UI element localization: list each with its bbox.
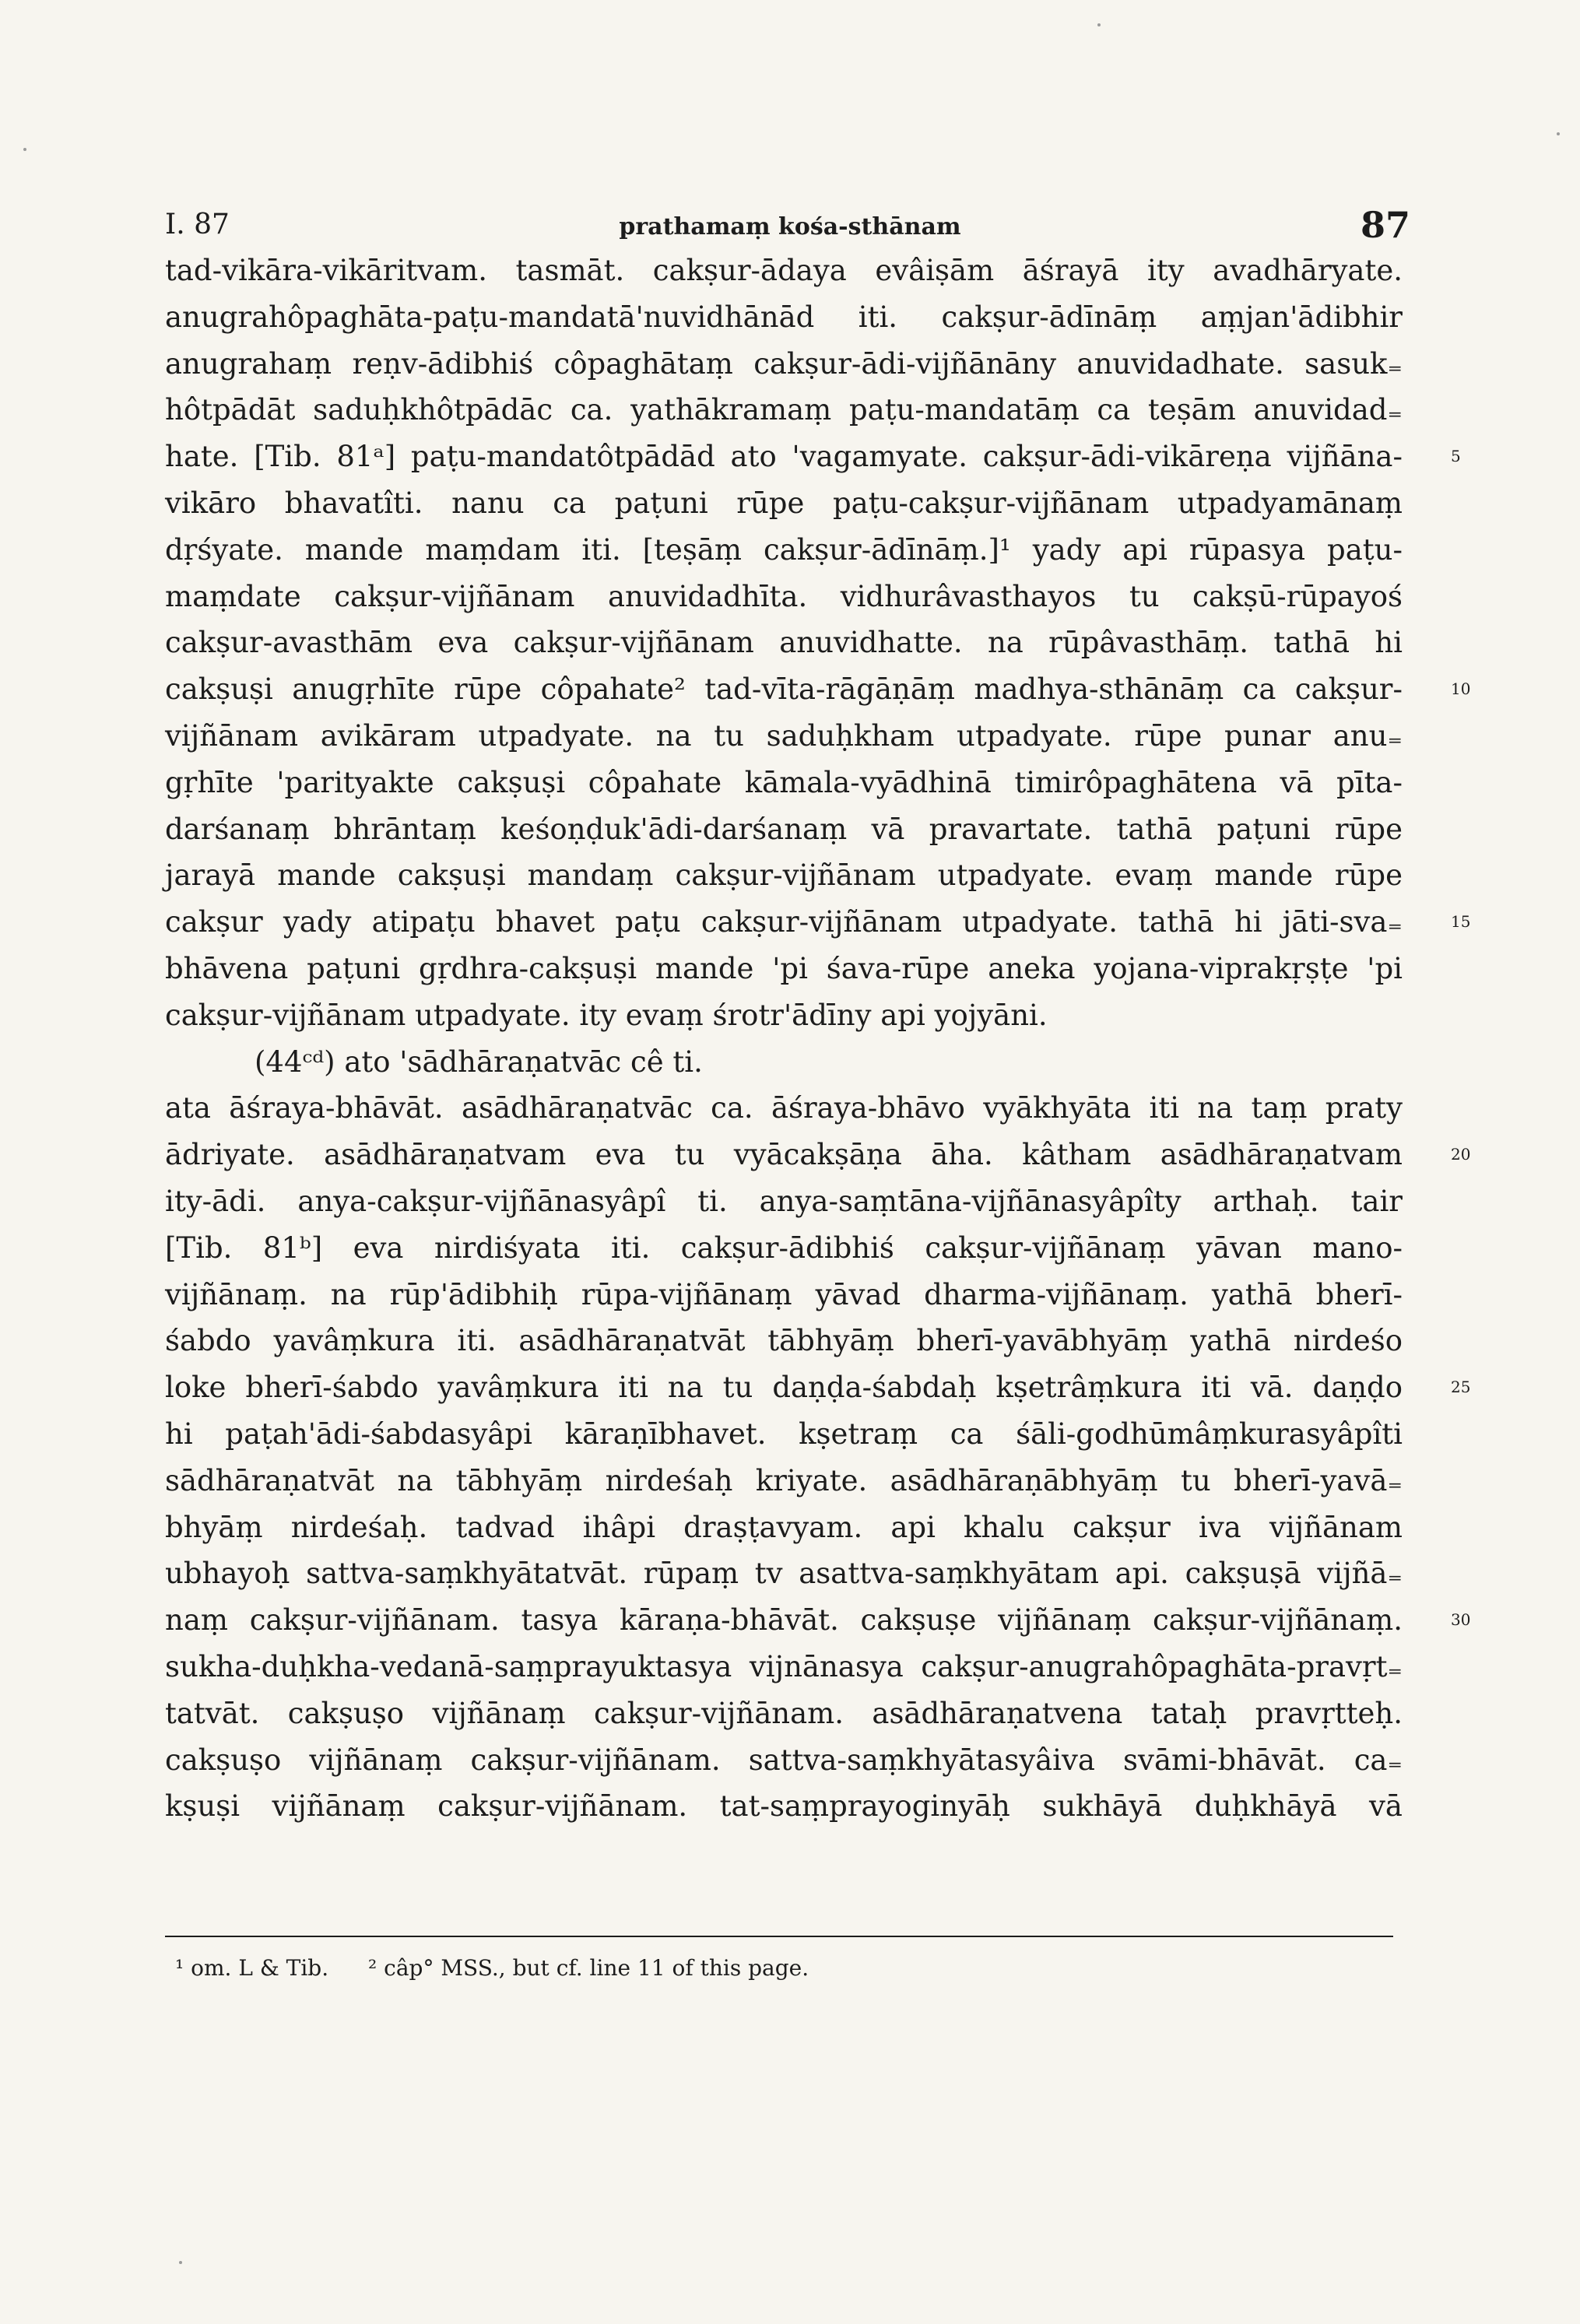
line-text: maṃdate cakṣur-vijñānam anuvidadhīta. vidhurâvasthayos tu cakṣū-rūpayoś	[165, 579, 1403, 613]
line-text: ubhayoḥ sattva-saṃkhyātatvāt. rūpaṃ tv asattva-saṃkhyātam api. cakṣuṣā vijñā₌	[165, 1557, 1403, 1591]
line-text: ata āśraya-bhāvāt. asādhāraṇatvāc ca. āśraya-bhāvo vyākhyāta iti na taṃ praty	[165, 1091, 1403, 1125]
text-line	[165, 341, 1403, 388]
text-line	[165, 666, 1471, 713]
line-number: 20	[1451, 1145, 1471, 1164]
line-text: hôtpādāt saduḥkhôtpādāc ca. yathākramaṃ paṭu-mandatāṃ ca teṣām anuvidad₌	[165, 393, 1403, 427]
line-text: sukha-duḥkha-vedanā-saṃprayuktasya vijnānasya cakṣur-anugrahôpaghāta-pravṛt₌	[165, 1649, 1403, 1683]
text-line	[165, 1411, 1403, 1458]
scan-speck	[1097, 23, 1101, 26]
line-text: vijñānaṃ. na rūp'ādibhiḥ rūpa-vijñānaṃ yāvad dharma-vijñānaṃ. yathā bherī-	[165, 1277, 1403, 1311]
text-line	[165, 1504, 1403, 1551]
text-line	[165, 527, 1403, 574]
text-line	[165, 1364, 1471, 1411]
text-line	[165, 620, 1403, 666]
text-line	[165, 1132, 1471, 1178]
line-text: anugrahôpaghāta-paṭu-mandatā'nuvidhānād iti. cakṣur-ādīnāṃ aṃjan'ādibhir	[165, 300, 1403, 334]
text-line	[165, 294, 1403, 341]
text-line	[165, 1550, 1403, 1597]
footnote-2: ² câp° MSS., but cf. line 11 of this page.	[368, 1955, 809, 1981]
line-text: vijñānam avikāram utpadyate. na tu saduḥkham utpadyate. rūpe punar anu₌	[165, 718, 1403, 753]
line-text: tatvāt. cakṣuṣo vijñānaṃ cakṣur-vijñānam. asādhāraṇatvena tataḥ pravṛtteḥ.	[165, 1696, 1403, 1730]
text-line	[165, 1178, 1403, 1225]
footnote-divider	[165, 1936, 1393, 1937]
text-line	[165, 247, 1403, 294]
text-line	[165, 1644, 1403, 1690]
text-line	[165, 1272, 1403, 1318]
text-line	[165, 480, 1403, 527]
text-line	[165, 1597, 1471, 1644]
line-text: hi paṭah'ādi-śabdasyâpi kāraṇībhavet. kṣetraṃ ca śāli-godhūmâṃkurasyâpîti	[165, 1417, 1403, 1451]
line-number: 5	[1451, 447, 1461, 466]
line-text: (44ᶜᵈ) ato 'sādhāraṇatvāc cê ti.	[255, 1044, 703, 1079]
line-text: bhāvena paṭuni gṛdhra-cakṣuṣi mande 'pi śava-rūpe aneka yojana-viprakṛṣṭe 'pi	[165, 951, 1403, 985]
scan-speck	[1557, 132, 1560, 135]
text-line	[165, 806, 1403, 853]
line-number: 25	[1451, 1378, 1471, 1397]
text-line	[165, 387, 1403, 434]
text-line	[165, 1039, 1403, 1086]
text-line	[165, 992, 1403, 1039]
footnotes	[175, 1955, 841, 1981]
line-text: kṣuṣi vijñānaṃ cakṣur-vijñānam. tat-saṃprayoginyāḥ sukhāyā duḥkhāyā vā	[165, 1789, 1403, 1824]
section-reference: I. 87	[165, 209, 230, 240]
text-line	[165, 1318, 1403, 1364]
line-number: 15	[1451, 912, 1471, 932]
line-text: ity-ādi. anya-cakṣur-vijñānasyâpî ti. anya-saṃtāna-vijñānasyâpîty arthaḥ. tair	[165, 1184, 1403, 1218]
text-line	[165, 760, 1403, 806]
line-number: 30	[1451, 1610, 1471, 1630]
line-text: ādriyate. asādhāraṇatvam eva tu vyācakṣāṇa āha. kâtham asādhāraṇatvam	[165, 1138, 1403, 1172]
line-text: cakṣur-vijñānam utpadyate. ity evaṃ śrotr'ādīny api yojyāni.	[165, 998, 1048, 1032]
text-line	[165, 434, 1461, 480]
line-text: naṃ cakṣur-vijñānam. tasya kāraṇa-bhāvāt. cakṣuṣe vijñānaṃ cakṣur-vijñānaṃ.	[165, 1603, 1403, 1638]
line-text: cakṣur yady atipaṭu bhavet paṭu cakṣur-vijñānam utpadyate. tathā hi jāti-sva₌	[165, 905, 1403, 939]
line-text: hate. [Tib. 81ᵃ] paṭu-mandatôtpādād ato 'vagamyate. cakṣur-ādi-vikāreṇa vijñāna-	[165, 440, 1403, 474]
running-title: prathamaṃ kośa-sthānam	[619, 213, 961, 240]
line-text: cakṣur-avasthām eva cakṣur-vijñānam anuvidhatte. na rūpâvasthāṃ. tathā hi	[165, 626, 1403, 660]
line-text: anugrahaṃ reṇv-ādibhiś côpaghātaṃ cakṣur-ādi-vijñānāny anuvidadhate. sasuk₌	[165, 346, 1403, 381]
line-text: śabdo yavâṃkura iti. asādhāraṇatvāt tābhyāṃ bherī-yavābhyāṃ yathā nirdeśo	[165, 1324, 1403, 1358]
footnote-1: ¹ om. L & Tib.	[175, 1955, 329, 1981]
line-text: loke bherī-śabdo yavâṃkura iti na tu daṇḍa-śabdaḥ kṣetrâṃkura iti vā. daṇḍo	[165, 1371, 1403, 1405]
text-line	[165, 1458, 1403, 1504]
scan-speck	[23, 148, 26, 151]
line-text: bhyāṃ nirdeśaḥ. tadvad ihâpi draṣṭavyam. api khalu cakṣur iva vijñānam	[165, 1510, 1403, 1544]
text-line	[165, 1225, 1403, 1272]
scan-speck	[179, 2261, 182, 2264]
line-text: tad-vikāra-vikāritvam. tasmāt. cakṣur-ādaya evâiṣām āśrayā ity avadhāryate.	[165, 254, 1403, 287]
line-text: jarayā mande cakṣuṣi mandaṃ cakṣur-vijñānam utpadyate. evaṃ mande rūpe	[165, 858, 1403, 893]
line-text: sādhāraṇatvāt na tābhyāṃ nirdeśaḥ kriyate. asādhāraṇābhyāṃ tu bherī-yavā₌	[165, 1463, 1403, 1497]
line-text: cakṣuṣo vijñānaṃ cakṣur-vijñānam. sattva-saṃkhyātasyâiva svāmi-bhāvāt. ca₌	[165, 1743, 1403, 1777]
text-line	[165, 1085, 1403, 1132]
line-text: gṛhīte 'parityakte cakṣuṣi côpahate kāmala-vyādhinā timirôpaghātena vā pīta-	[165, 765, 1403, 799]
text-line	[165, 852, 1403, 899]
page-number: 87	[1361, 204, 1411, 246]
text-line	[165, 713, 1403, 760]
text-line	[165, 946, 1403, 992]
line-text: [Tib. 81ᵇ] eva nirdiśyata iti. cakṣur-ādibhiś cakṣur-vijñānaṃ yāvan mano-	[165, 1230, 1403, 1265]
text-line	[165, 1690, 1403, 1737]
text-line	[165, 1783, 1403, 1830]
text-line	[165, 574, 1403, 620]
line-text: dṛśyate. mande maṃdam iti. [teṣāṃ cakṣur-ādīnāṃ.]¹ yady api rūpasya paṭu-	[165, 532, 1403, 567]
text-line	[165, 1737, 1403, 1784]
text-line	[165, 899, 1471, 946]
main-text	[165, 247, 1471, 1830]
line-text: vikāro bhavatîti. nanu ca paṭuni rūpe paṭu-cakṣur-vijñānam utpadyamānaṃ	[165, 486, 1403, 520]
line-number: 10	[1451, 679, 1471, 699]
line-text: darśanaṃ bhrāntaṃ keśoṇḍuk'ādi-darśanaṃ vā pravartate. tathā paṭuni rūpe	[165, 812, 1403, 846]
line-text: cakṣuṣi anugṛhīte rūpe côpahate² tad-vīta-rāgāṇāṃ madhya-sthānāṃ ca cakṣur-	[165, 672, 1403, 707]
